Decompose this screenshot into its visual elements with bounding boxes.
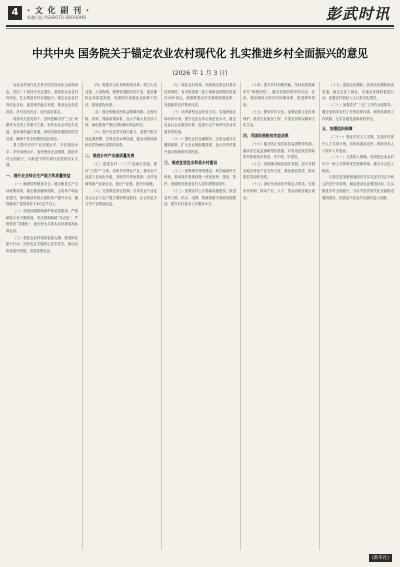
article-headline: 中共中央 国务院关于锚定农业农村现代化 扎实推进乡村全面振兴的意见 xyxy=(32,48,368,60)
paragraph: （十七）持续推动脱贫地区发展。加大对脱贫地区特色产业支持力度，强化就业帮扶，推动脱贫县加快发展。 xyxy=(243,162,315,180)
article-column-5 xyxy=(322,82,394,550)
page-number: 4 xyxy=(8,6,22,20)
paragraph: （二）持续加强耕地保护和质量建设。严格耕地占补平衡管理，坚决遏制耕地“非农化”、严格管控“非粮化”，逐步把永久基本农田建成高标准农田。 xyxy=(6,208,78,234)
paragraph: （十）培育新型农业经营主体。实施家庭农场培育计划，提升农民合作社规范化水平，健全农业社会化服务体系，促进小农户和现代农业发展有机衔接。 xyxy=(164,109,236,134)
section-name: · 文 化 副 刊 · xyxy=(27,6,91,15)
paragraph: （一）确保国家粮食安全。健全粮食生产支持政策体系，稳定粮食播种面积，主攻单产和品质提升，推动粮油作物大面积单产提升行动，确保粮食产量保持在1.4万亿斤以上。 xyxy=(6,182,78,207)
paragraph: （二十一）强化乡村人才支撑。实施乡村振兴人才支持计划，培育高素质农民，鼓励各类人才返乡入乡创业。 xyxy=(322,135,394,153)
paragraph: （六）提升农业防灾减灾能力。加强气象灾害监测预警，完善农田水利设施，健全动物疫病和农作物病虫害防控体系。 xyxy=(85,129,157,148)
article-date: (2026 年 1 月 3 日) xyxy=(172,70,228,77)
section-heading: 四、巩固拓展脱贫攻坚成果 xyxy=(243,132,289,138)
article-body xyxy=(6,82,394,550)
column-divider xyxy=(240,82,241,550)
paragraph: （十八）深化东西部协作和定点帮扶。完善协作机制，推动产业、人才、资金向脱贫地区流动。 xyxy=(243,182,315,200)
paragraph: （二十）加强党对“三农”工作的全面领导。健全党领导农村工作的组织体系、制度体系和工作机制，压实各级党委和政府责任。 xyxy=(322,103,394,121)
paragraph: （三）强化农业科技和装备支撑。推进种业振兴行动，加快农业关键核心技术攻关，推动农机装备补短板，发展智慧农业。 xyxy=(6,235,78,254)
issue-line: 新疆日报 ASHBOTO BBOHDMB xyxy=(27,15,87,20)
section-heading: 二、推进乡村产业高质量发展 xyxy=(85,153,135,159)
column-divider xyxy=(319,82,320,550)
article-column-1 xyxy=(6,82,78,550)
paragraph: （十五）繁荣乡村文化。加强农耕文化传承保护，推进文化惠民工程，丰富农民群众精神文化生活。 xyxy=(243,109,315,128)
paragraph: （四）构建多元化食物供给体系。树立大农业观、大食物观，统筹发展粮经饲产业，促进畜牧业高质量发展，发展现代设施农业和林下经济，拓展食物来源。 xyxy=(85,83,157,108)
article-column-3 xyxy=(164,82,236,550)
paragraph: 农业农村现代化关系中国式现代化全局和成色。党的二十届四中全会提出，要加快农业农村现代化，扎实推进乡村全面振兴。锚定农业农村现代化目标，促进城乡融合发展，推动农业高质高效、乡村宜居宜业、农民富裕富足。 xyxy=(6,83,78,114)
paragraph: （十六）健全防止返贫致贫监测帮扶机制。落实常态化监测和帮扶措施，对有返贫致贫风险的对象做到早发现、早干预、早帮扶。 xyxy=(243,141,315,160)
masthead-logo: 彭武时讯 xyxy=(325,5,390,23)
paragraph: （九）深化农村改革。巩固和完善农村基本经营制度，有序推进第二轮土地承包到期后再延长30年试点，稳慎推进农村宅基地制度改革，发展新型农村集体经济。 xyxy=(164,83,236,108)
paragraph: （十二）统筹城乡规划建设。科学编制村庄规划，推动城乡基础设施一体化规划、建设、管护，因地制宜推进农村人居环境整治提升。 xyxy=(164,168,236,187)
section-heading: 五、加强组织保障 xyxy=(322,126,353,132)
section-heading: 一、提升农业综合生产能力和质量效益 xyxy=(6,173,71,179)
continued-badge: (新华社) xyxy=(369,554,392,562)
header-rule xyxy=(6,25,394,27)
article-column-4 xyxy=(243,82,315,550)
section-heading: 三、推进宜居宜业和美乡村建设 xyxy=(164,159,218,165)
paragraph: 让我们更加紧密地团结在以习近平同志为核心的党中央周围，锚定建设农业强国目标，扎实推进乡村全面振兴，为以中国式现代化全面推进强国建设、民族复兴伟业作出新的更大贡献。 xyxy=(322,175,394,200)
paragraph: （十三）加强农村公共基础设施建设。推进农村公路、供水、电网、物流和数字基础设施建设，提升农村基本公共服务水平。 xyxy=(164,188,236,207)
paragraph: （二十二）完善投入保障。坚持把农业农村作为一般公共预算优先保障领域，健全多元投入格局。 xyxy=(322,155,394,173)
paragraph: （十四）提升乡村治理效能。坚持和发展新时代“枫桥经验”，健全党组织领导的自治、法治、德治相结合的乡村治理体系，推进移风易俗。 xyxy=(243,83,315,108)
column-divider xyxy=(161,82,162,550)
paragraph: （七）促进农村一二三产业融合发展。做好“土特产”文章，培育乡村特色产业，推动农产品加工业优化升级，发展乡村休闲旅游、农村电商等新产业新业态，延长产业链、提升价值链。 xyxy=(85,162,157,187)
paragraph: （十九）促进农民增收。拓宽农民增收致富渠道，稳定农民工就业，实施农民增收促进行动，加强农村低收入人口常态化帮扶。 xyxy=(322,83,394,101)
paragraph: 现将有关意见如下。坚持把解决好“三农”问题作为全党工作重中之重，坚持农业农村优先发展，坚持城乡融合发展，持续巩固拓展脱贫攻坚成果，确保不发生规模性返贫致贫。 xyxy=(6,116,78,141)
article-column-2 xyxy=(85,82,157,550)
page-header xyxy=(0,0,400,26)
paragraph: （五）健全种粮农民收益保障机制。完善价格、补贴、保险政策体系，加大产粮大县支持力度，深化粮食产销区省际横向利益补偿。 xyxy=(85,109,157,128)
paragraph: （八）完善联农带农机制。引导农业产业化龙头企业与农户建立紧密利益联结，让农民更多分享产业增值收益。 xyxy=(85,188,157,207)
column-divider xyxy=(82,82,83,550)
header-rule-thin xyxy=(6,28,394,29)
paragraph: （十一）强化农村金融服务。完善金融支农激励政策，扩大农业保险覆盖面，加大对乡村振兴重点领域的信贷投放。 xyxy=(164,136,236,155)
paragraph: 着力提升乡村产业发展水平、乡村建设水平、乡村治理水平，加快建设农业强国，推进乡村全面振兴，为推进中国式现代化提供坚实支撑。 xyxy=(6,143,78,168)
